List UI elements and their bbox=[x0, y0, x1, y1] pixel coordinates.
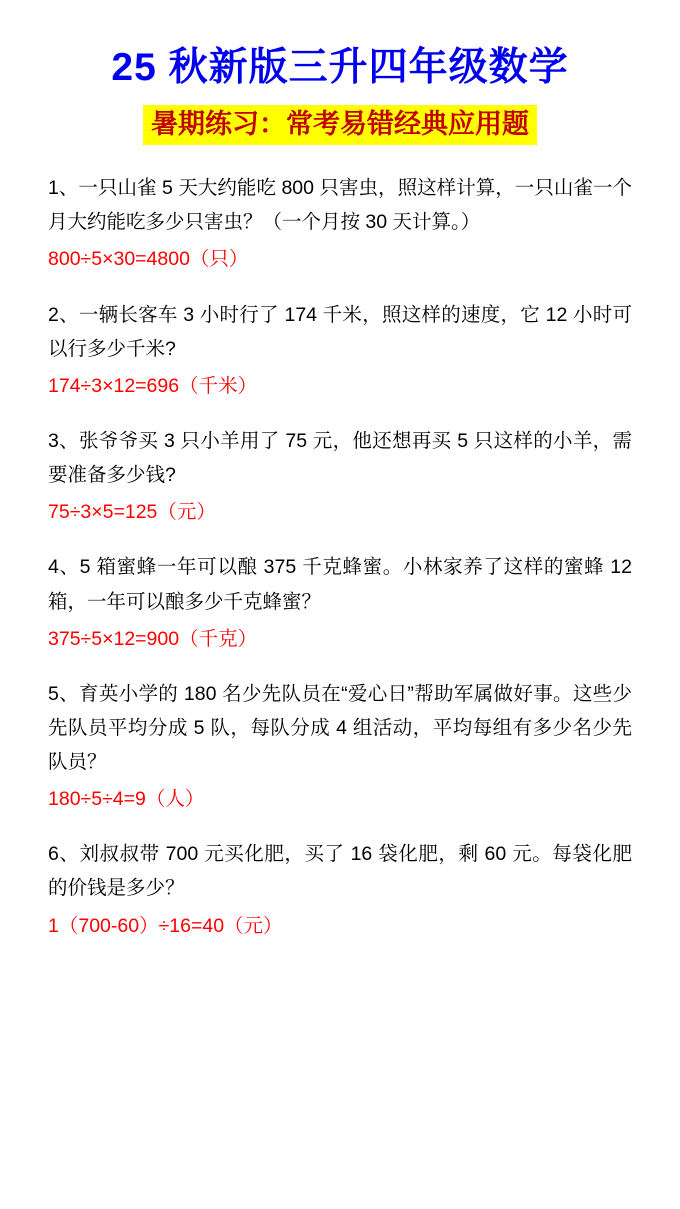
problem-question: 5、育英小学的 180 名少先队员在“爱心日”帮助军属做好事。这些少先队员平均分成 5 队，每队分成 4 组活动，平均每组有多少名少先队员？ bbox=[48, 682, 632, 774]
problem-item bbox=[48, 837, 632, 942]
problem-question: 2、一辆长客车 3 小时行了 174 千米，照这样的速度，它 12 小时可以行多少千米? bbox=[48, 303, 632, 360]
problem-question: 4、5 箱蜜蜂一年可以酿 375 千克蜂蜜。小林家养了这样的蜜蜂 12 箱，一年可以酿多少千克蜂蜜？ bbox=[48, 556, 632, 613]
problem-item bbox=[48, 550, 632, 655]
page-title: 25 秋新版三升四年级数学 bbox=[111, 46, 569, 89]
problem-answer: 180÷5÷4=9（人） bbox=[48, 788, 205, 811]
problem-question: 6、刘叔叔带 700 元买化肥，买了 16 袋化肥，剩 60 元。每袋化肥的价钱是多少？ bbox=[48, 843, 632, 900]
problem-answer: 1（700-60）÷16=40（元） bbox=[48, 914, 283, 937]
problem-question: 1、一只山雀 5 天大约能吃 800 只害虫，照这样计算，一只山雀一个月大约能吃多少只害虫？（一个月按 30 天计算。） bbox=[48, 177, 632, 234]
problem-item bbox=[48, 424, 632, 529]
problem-item bbox=[48, 171, 632, 276]
problem-question: 3、张爷爷买 3 只小羊用了 75 元，他还想再买 5 只这样的小羊，需要准备多少钱? bbox=[48, 430, 632, 487]
problem-answer: 75÷3×5=125（元） bbox=[48, 501, 216, 524]
problem-item bbox=[48, 677, 632, 817]
problem-answer: 174÷3×12=696（千米） bbox=[48, 374, 258, 397]
problem-answer: 800÷5×30=4800（只） bbox=[48, 248, 249, 271]
problem-answer: 375÷5×12=900（千克） bbox=[48, 627, 258, 650]
problem-item bbox=[48, 298, 632, 403]
subtitle-container bbox=[48, 105, 632, 145]
page-subtitle: 暑期练习：常考易错经典应用题 bbox=[143, 105, 537, 145]
